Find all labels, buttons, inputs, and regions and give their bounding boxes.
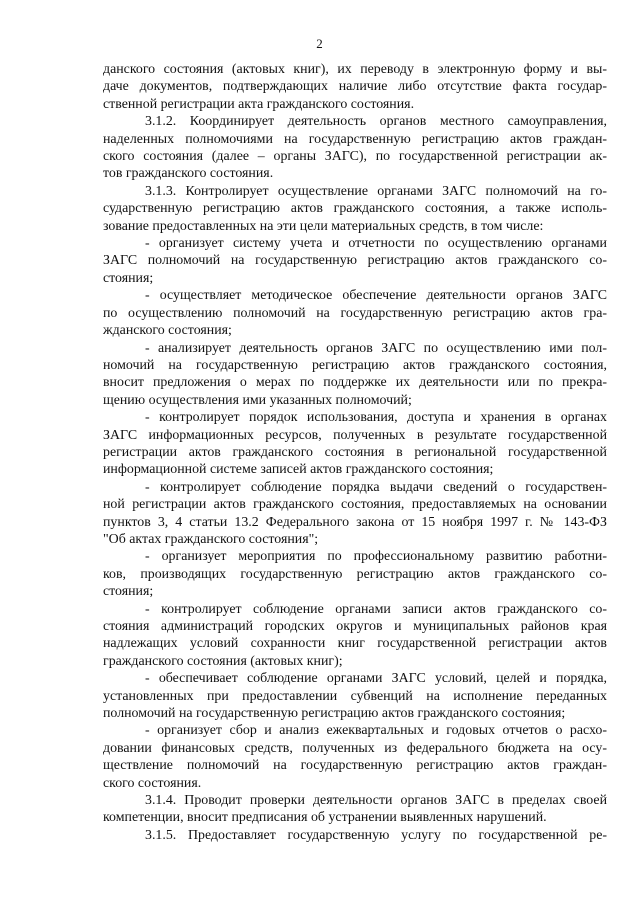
paragraph-p10 (103, 670, 607, 722)
page-number: 2 (316, 36, 323, 51)
text-line: ЗАГС информационных ресурсов, полученных в результате государственной (103, 427, 607, 443)
text-line: данского состояния (актовых книг), их переводу в электронную форму и вы- (103, 62, 607, 77)
text-line: информационной системе записей актов гражданского состояния; (103, 462, 494, 478)
text-line: номочий на государственную регистрацию актов гражданского состояния, (103, 357, 607, 373)
text-line: пунктов 3, 4 статьи 13.2 Федерального закона от 15 ноября 1997 г. № 143-ФЗ (103, 514, 607, 530)
text-line: ственной регистрации акта гражданского состояния. (103, 96, 415, 112)
text-line: ков, производящих государственную регистрацию актов гражданского со- (103, 566, 607, 582)
text-line: жданского состояния; (103, 323, 232, 339)
paragraph-p1 (103, 113, 607, 183)
text-line: - организует систему учета и отчетности по осуществлению органами (145, 236, 607, 252)
text-line: - организует мероприятия по профессиональному развитию работни- (145, 549, 607, 565)
text-line: ществление полномочий на государственную регистрацию актов граждан- (103, 758, 607, 774)
text-line: по осуществлению полномочий на государственную регистрацию актов гра- (103, 305, 607, 321)
text-line: - обеспечивает соблюдение органами ЗАГС условий, целей и порядка, (145, 671, 607, 687)
text-line: "Об актах гражданского состояния"; (103, 531, 319, 547)
paragraph-p5 (103, 340, 607, 410)
text-line: 3.1.2. Координирует деятельность органов местного самоуправления, (145, 114, 607, 130)
text-line: стояния; (103, 584, 154, 600)
paragraph-p6 (103, 409, 607, 479)
paragraph-p3 (103, 235, 607, 287)
text-line: довании финансовых средств, полученных из федерального бюджета на осу- (103, 740, 607, 756)
paragraph-p2 (103, 183, 607, 235)
text-line: регистрации актов гражданского состояния в региональной государственной (103, 444, 607, 460)
text-line: - организует сбор и анализ ежеквартальных и годовых отчетов о расхо- (145, 723, 607, 739)
paragraph-p9 (103, 601, 607, 671)
text-line: - контролирует соблюдение органами записи актов гражданского со- (145, 601, 607, 617)
text-line: даче документов, подтверждающих наличие либо отсутствие факта государ- (103, 79, 607, 95)
text-line: стояния администраций городских округов и муниципальных районов края (103, 619, 607, 634)
text-line: - анализирует деятельность органов ЗАГС по осуществлению ими пол- (145, 340, 607, 356)
text-line: ского состояния. (103, 775, 202, 791)
text-line: ского состояния (далее – органы ЗАГС), по государственной регистрации ак- (103, 149, 607, 165)
text-line: - контролирует порядок использования, доступа и хранения в органах (145, 410, 607, 426)
paragraph-p13 (103, 827, 607, 844)
text-line: полномочий на государственную регистрацию актов гражданского состояния; (103, 706, 566, 722)
text-line: ЗАГС полномочий на государственную регистрацию актов гражданского со- (103, 253, 607, 269)
text-line: наделенных полномочиями на государственную регистрацию актов граждан- (103, 131, 607, 147)
text-line: сударственную регистрацию актов гражданского состояния, а также исполь- (103, 201, 607, 217)
paragraph-p8 (103, 548, 607, 600)
paragraph-p12 (103, 792, 607, 827)
text-line: надлежащих условий сохранности книг государственной регистрации актов (103, 636, 607, 652)
paragraph-p11 (103, 722, 607, 792)
document-body (103, 61, 607, 844)
text-line: ной регистрации актов гражданского состояния, предоставляемых на основании (103, 497, 607, 513)
text-line: гражданского состояния (актовых книг); (103, 653, 343, 669)
text-line: 3.1.3. Контролирует осуществление органами ЗАГС полномочий на го- (145, 183, 607, 199)
text-line: - осуществляет методическое обеспечение деятельности органов ЗАГС (145, 288, 607, 304)
text-line: 3.1.4. Проводит проверки деятельности органов ЗАГС в пределах своей (145, 793, 607, 809)
text-line: компетенции, вносит предписания об устранении выявленных нарушений. (103, 810, 547, 826)
paragraph-p4 (103, 287, 607, 339)
text-line: - контролирует соблюдение порядка выдачи сведений о государствен- (145, 479, 607, 495)
text-line: стояния; (103, 270, 154, 286)
text-line: вносит предложения о мерах по поддержке их деятельности или по прекра- (103, 375, 607, 391)
paragraph-p7 (103, 479, 607, 549)
text-line: зование предоставленных на эти цели материальных средств, в том числе: (103, 218, 544, 234)
paragraph-p0 (103, 61, 607, 113)
text-line: щению осуществления ими указанных полномочий; (103, 392, 412, 408)
text-line: установленных при предоставлении субвенций на исполнение переданных (103, 688, 607, 704)
text-line: тов гражданского состояния. (103, 166, 274, 182)
text-line: 3.1.5. Предоставляет государственную услугу по государственной ре- (145, 827, 607, 843)
